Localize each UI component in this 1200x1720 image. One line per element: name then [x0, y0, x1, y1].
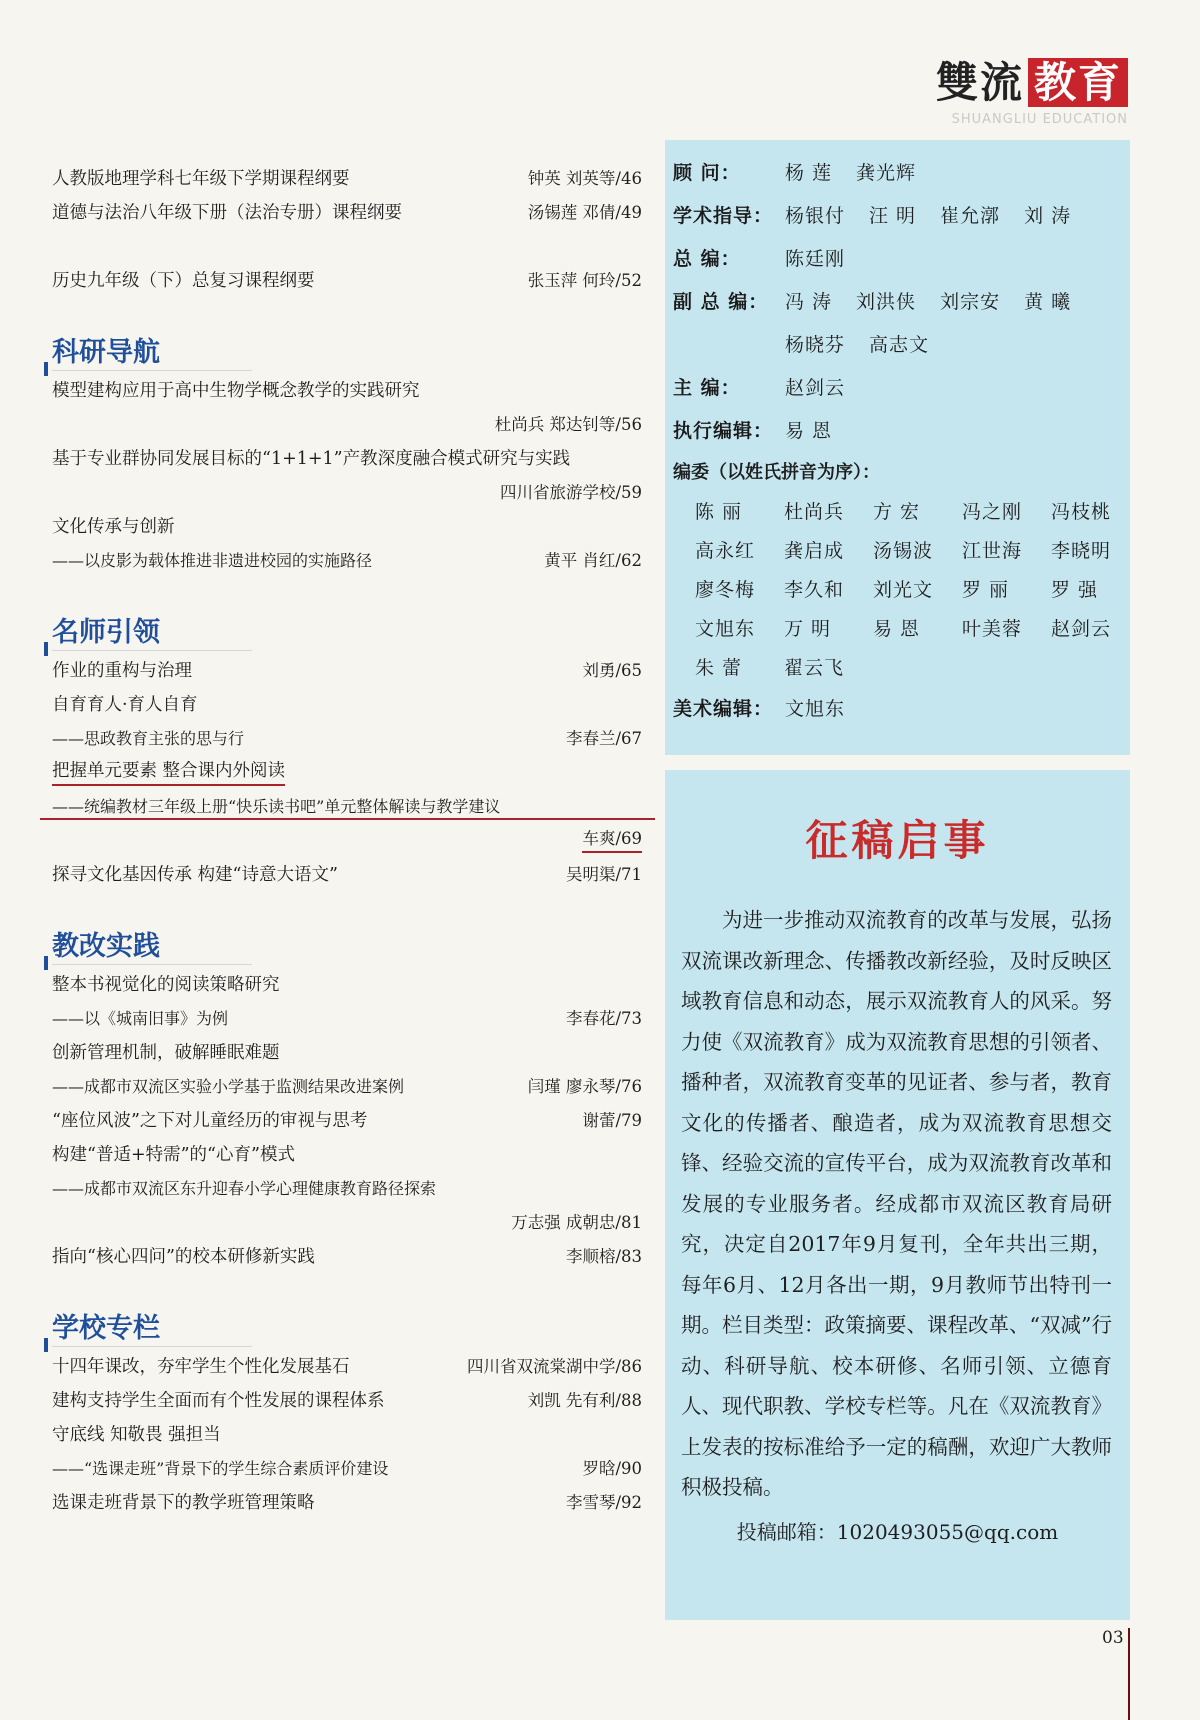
toc-entry[interactable]: 守底线 知敬畏 强担当 [52, 1424, 221, 1445]
toc-entry[interactable]: 基于专业群协同发展目标的“1+1+1”产教深度融合模式研究与实践 [52, 448, 571, 469]
board-member: 文旭东 [695, 618, 756, 640]
toc-entry[interactable]: 建构支持学生全面而有个性发展的课程体系 刘凯 先有利/88 [52, 1390, 642, 1411]
board-member: 高永红 [695, 540, 756, 562]
toc-spacer [52, 228, 642, 262]
call-for-papers-box [665, 770, 1130, 1620]
board-member: 赵剑云 [1051, 618, 1112, 640]
board-member: 江世海 [962, 540, 1023, 562]
journal-logo [936, 50, 1128, 127]
board-member: 万 明 [784, 618, 832, 640]
staff-row: 杨晓芬 高志文 [785, 334, 930, 356]
toc-author: 四川省旅游学校/59 [499, 483, 642, 502]
board-member: 廖冬梅 [695, 579, 756, 601]
board-member: 龚启成 [784, 540, 845, 562]
board-member: 李久和 [784, 579, 845, 601]
staff-row: 主 编： 赵剑云 [673, 377, 846, 399]
toc-entry[interactable]: 模型建构应用于高中生物学概念教学的实践研究 [52, 380, 420, 401]
toc-subtitle: ——“选课走班”背景下的学生综合素质评价建设 罗晗/90 [52, 1458, 642, 1478]
toc-entry[interactable]: 作业的重构与治理 刘勇/65 [52, 660, 642, 681]
toc-subtitle: ——成都市双流区东升迎春小学心理健康教育路径探索 [52, 1178, 437, 1198]
toc-subtitle: ——思政教育主张的思与行 李春兰/67 [52, 728, 642, 748]
section-rule [52, 964, 252, 965]
section-title: 科研导航 [52, 337, 160, 368]
toc-entry[interactable]: 文化传承与创新 [52, 516, 175, 537]
board-member: 叶美蓉 [962, 618, 1023, 640]
toc-subtitle-highlighted: ——统编教材三年级上册“快乐读书吧”单元整体解读与教学建议 [52, 788, 642, 822]
logo-name-box: 教育 [1028, 58, 1128, 107]
toc-author: 万志强 成朝忠/81 [511, 1213, 642, 1232]
toc-entry[interactable]: 创新管理机制，破解睡眠难题 [52, 1042, 280, 1063]
editorial-staff-box [665, 140, 1130, 755]
toc-author: 杜尚兵 郑达钊等/56 [494, 415, 642, 434]
section-marker [44, 362, 48, 376]
board-member: 罗 强 [1051, 579, 1099, 601]
staff-row: 副 总 编： 冯 涛 刘洪侠 刘宗安 黄 曦 [673, 291, 1072, 313]
section-header [52, 606, 642, 650]
section-title: 教改实践 [52, 931, 160, 962]
board-member: 翟云飞 [784, 657, 845, 679]
submission-email[interactable]: 投稿邮箱：1020493055@qq.com [736, 1519, 1059, 1544]
staff-row: 执行编辑： 易 恩 [673, 420, 833, 442]
toc-entry[interactable]: 历史九年级（下）总复习课程纲要 张玉萍 何玲/52 [52, 270, 642, 291]
staff-row: 总 编： 陈廷刚 [673, 248, 846, 270]
section-header [52, 920, 642, 964]
section-rule [52, 1346, 252, 1347]
toc-entry[interactable]: 自育育人·育人自育 [52, 694, 198, 715]
toc-entry-highlighted[interactable]: 把握单元要素 整合课内外阅读 [52, 754, 642, 788]
page-edge-line [1128, 1628, 1130, 1720]
logo-name: 雙流 [935, 58, 1024, 107]
board-member: 罗 丽 [962, 579, 1010, 601]
page-number: 03 [1102, 1628, 1124, 1648]
table-of-contents [52, 160, 642, 1518]
board-member: 杜尚兵 [784, 501, 845, 523]
staff-row: 美术编辑： 文旭东 [673, 698, 846, 720]
toc-subtitle: ——成都市双流区实验小学基于监测结果改进案例 闫瑾 廖永琴/76 [52, 1076, 642, 1096]
toc-entry[interactable]: “座位风波”之下对儿童经历的审视与思考 谢蕾/79 [52, 1110, 642, 1131]
section-marker [44, 1338, 48, 1352]
toc-subtitle: ——以皮影为载体推进非遗进校园的实施路径 黄平 肖红/62 [52, 550, 642, 570]
staff-row: 学术指导： 杨银付 汪 明 崔允漷 刘 涛 [673, 205, 1072, 227]
logo-subtitle: SHUANGLIU EDUCATION [951, 112, 1128, 127]
board-member: 冯枝桃 [1051, 501, 1112, 523]
board-label: 编委（以姓氏拼音为序）： [673, 462, 880, 483]
board-member: 刘光文 [873, 579, 934, 601]
section-title: 名师引领 [52, 617, 160, 648]
notice-title: 征稿启事 [805, 816, 990, 865]
board-member: 易 恩 [873, 618, 921, 640]
board-member: 方 宏 [873, 501, 921, 523]
section-marker [44, 642, 48, 656]
section-header [52, 1302, 642, 1346]
staff-row: 顾 问： 杨 莲 龚光辉 [673, 162, 917, 184]
board-members [665, 491, 1130, 686]
section-rule [52, 650, 252, 651]
board-member: 冯之刚 [962, 501, 1023, 523]
toc-entry[interactable]: 指向“核心四问”的校本研修新实践 李顺榕/83 [52, 1246, 642, 1267]
toc-subtitle: ——以《城南旧事》为例 李春花/73 [52, 1008, 642, 1028]
board-member: 李晓明 [1051, 540, 1112, 562]
toc-entry[interactable]: 整本书视觉化的阅读策略研究 [52, 974, 280, 995]
board-member: 汤锡波 [873, 540, 934, 562]
notice-body: 为进一步推动双流教育的改革与发展，弘扬双流课改新理念、传播教改新经验，及时反映区域教育信息和动态，展示双流教育人的风采。努力使《双流教育》成为双流教育思想的引领者、播种者，双流教育变革的见证者、参与者，教育文化的传播者、酿造者，成为双流教育思想交锋、经验交流的宣传平台，成为双流教育改革和发展的专业服务者。经成都市双流区教育局研究，决定自2017年9月复刊，全年共出三期，每年6月、12月各出一期，9月教师节出特刊一期。栏目类型：政策摘要、课程改革、“双减”行动、科研导航、校本研修、名师引领、立德育人、现代职教、学校专栏等。凡在《双流教育》上发表的按标准给予一定的稿酬，欢迎广大教师积极投稿。 [681, 908, 1112, 1499]
section-marker [44, 956, 48, 970]
board-member: 朱 蕾 [695, 657, 743, 679]
red-underline [40, 818, 655, 820]
toc-entry[interactable]: 选课走班背景下的教学班管理策略 李雪琴/92 [52, 1492, 642, 1513]
toc-entry[interactable]: 十四年课改，夯牢学生个性化发展基石 四川省双流棠湖中学/86 [52, 1356, 642, 1377]
board-member: 陈 丽 [695, 501, 743, 523]
toc-entry[interactable]: 人教版地理学科七年级下学期课程纲要 钟英 刘英等/46 [52, 168, 642, 189]
toc-entry[interactable]: 道德与法治八年级下册（法治专册）课程纲要 汤锡莲 邓倩/49 [52, 202, 642, 223]
section-rule [52, 370, 252, 371]
section-title: 学校专栏 [52, 1313, 160, 1344]
toc-author: 车爽/69 [52, 822, 642, 856]
section-header [52, 326, 642, 370]
toc-entry[interactable]: 探寻文化基因传承 构建“诗意大语文” 吴明渠/71 [52, 864, 642, 885]
toc-entry[interactable]: 构建“普适+特需”的“心育”模式 [52, 1144, 295, 1165]
